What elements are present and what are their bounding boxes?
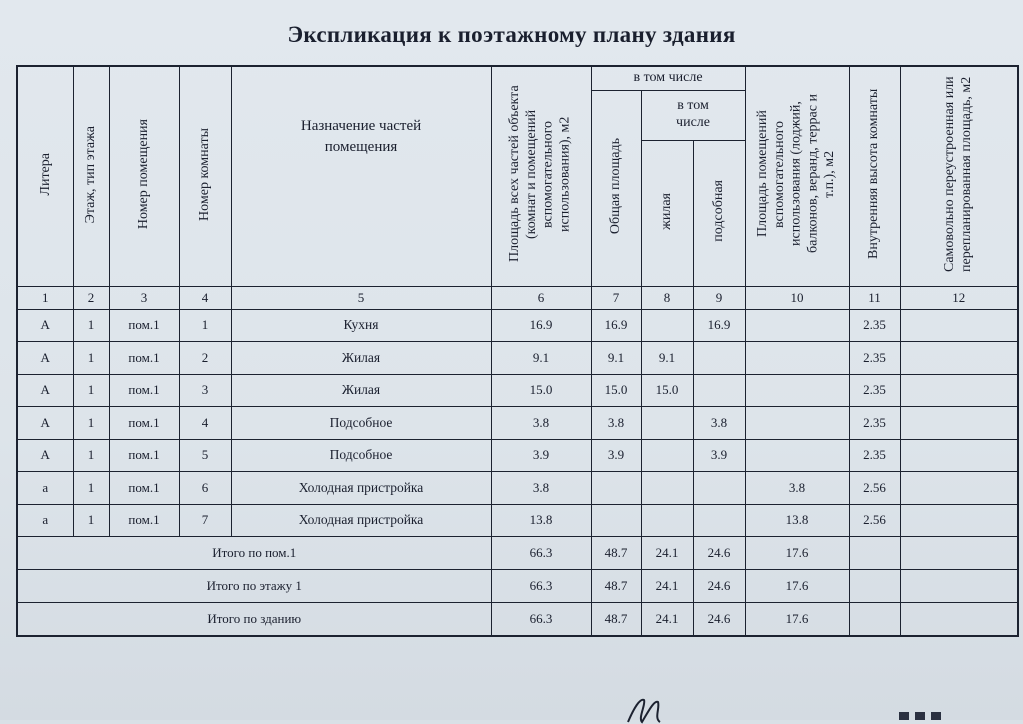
- total-row-premise: [17, 537, 1018, 570]
- cell-general: 3.9: [591, 439, 641, 472]
- cell-height: 2.56: [849, 504, 900, 537]
- cell-aux-area: [745, 407, 849, 440]
- cell-height: 2.35: [849, 407, 900, 440]
- cell-unauth: [900, 342, 1018, 375]
- cell-premise: пом.1: [109, 374, 179, 407]
- cell-room: 2: [179, 342, 231, 375]
- cell-purpose: Жилая: [231, 374, 491, 407]
- total-height: [849, 570, 900, 603]
- cell-premise: пом.1: [109, 407, 179, 440]
- cell-purpose: Кухня: [231, 309, 491, 342]
- cell-purpose: Жилая: [231, 342, 491, 375]
- cell-aux-area: [745, 309, 849, 342]
- col-number: 1: [17, 286, 73, 309]
- cell-aux: [693, 342, 745, 375]
- cell-room: 3: [179, 374, 231, 407]
- cell-unauth: [900, 472, 1018, 505]
- col-number: 5: [231, 286, 491, 309]
- cell-aux-area: 3.8: [745, 472, 849, 505]
- cell-purpose: Подсобное: [231, 439, 491, 472]
- header-room-number: Номер комнаты: [179, 66, 231, 286]
- cell-room: 4: [179, 407, 231, 440]
- cell-aux: 3.9: [693, 439, 745, 472]
- cell-total: 9.1: [491, 342, 591, 375]
- col-number: 9: [693, 286, 745, 309]
- cell-aux-area: [745, 439, 849, 472]
- table-row: [17, 374, 1018, 407]
- total-area: 66.3: [491, 537, 591, 570]
- cell-purpose: Холодная пристройка: [231, 472, 491, 505]
- total-unauth: [900, 570, 1018, 603]
- cell-living: [641, 439, 693, 472]
- cell-aux-area: [745, 342, 849, 375]
- cell-premise: пом.1: [109, 504, 179, 537]
- cell-aux-area: [745, 374, 849, 407]
- total-aux-area: 17.6: [745, 570, 849, 603]
- total-living: 24.1: [641, 570, 693, 603]
- total-aux: 24.6: [693, 603, 745, 637]
- cell-room: 7: [179, 504, 231, 537]
- header-purpose: Назначение частей помещения: [231, 66, 491, 286]
- cell-aux: [693, 472, 745, 505]
- cell-total: 15.0: [491, 374, 591, 407]
- total-general: 48.7: [591, 570, 641, 603]
- total-row-floor: [17, 570, 1018, 603]
- cell-total: 3.8: [491, 472, 591, 505]
- cell-premise: пом.1: [109, 309, 179, 342]
- cell-general: 3.8: [591, 407, 641, 440]
- col-number: 12: [900, 286, 1018, 309]
- col-number: 7: [591, 286, 641, 309]
- col-number: 4: [179, 286, 231, 309]
- cell-floor: 1: [73, 407, 109, 440]
- column-numbers-row: [17, 286, 1018, 309]
- stamp-fragment: [895, 706, 995, 720]
- cell-living: [641, 472, 693, 505]
- table-row: [17, 439, 1018, 472]
- cell-premise: пом.1: [109, 342, 179, 375]
- header-auxiliary: подсобная: [693, 140, 745, 286]
- cell-litera: А: [17, 374, 73, 407]
- cell-litera: а: [17, 504, 73, 537]
- cell-room: 1: [179, 309, 231, 342]
- header-area-total: Площадь всех частей объекта (комнат и помещений вспомогательного использования), м2: [491, 66, 591, 286]
- cell-height: 2.56: [849, 472, 900, 505]
- header-including-2: в том числе: [641, 90, 745, 140]
- col-number: 8: [641, 286, 693, 309]
- total-aux: 24.6: [693, 537, 745, 570]
- total-label: Итого по этажу 1: [17, 570, 491, 603]
- cell-aux: 16.9: [693, 309, 745, 342]
- cell-premise: пом.1: [109, 439, 179, 472]
- col-number: 6: [491, 286, 591, 309]
- table-row: [17, 407, 1018, 440]
- table-row: [17, 309, 1018, 342]
- header-aux-area: Площадь помещений вспомогательного использования (лоджий, балконов, веранд, террас и т.п.), м2: [745, 66, 849, 286]
- col-number: 3: [109, 286, 179, 309]
- cell-floor: 1: [73, 342, 109, 375]
- cell-living: [641, 309, 693, 342]
- cell-purpose: Холодная пристройка: [231, 504, 491, 537]
- cell-aux: 3.8: [693, 407, 745, 440]
- col-number: 10: [745, 286, 849, 309]
- total-unauth: [900, 537, 1018, 570]
- cell-floor: 1: [73, 439, 109, 472]
- cell-room: 5: [179, 439, 231, 472]
- total-label: Итого по пом.1: [17, 537, 491, 570]
- table-row: [17, 342, 1018, 375]
- col-number: 2: [73, 286, 109, 309]
- total-area: 66.3: [491, 570, 591, 603]
- cell-floor: 1: [73, 472, 109, 505]
- table-row: [17, 472, 1018, 505]
- header-height: Внутренняя высота комнаты: [849, 66, 900, 286]
- cell-floor: 1: [73, 504, 109, 537]
- col-number: 11: [849, 286, 900, 309]
- cell-litera: А: [17, 309, 73, 342]
- header-general-area: Общая площадь: [591, 90, 641, 286]
- cell-aux-area: 13.8: [745, 504, 849, 537]
- header-floor: Этаж, тип этажа: [73, 66, 109, 286]
- header-unauthorized: Самовольно переустроенная или перепланированная площадь, м2: [900, 66, 1018, 286]
- total-aux: 24.6: [693, 570, 745, 603]
- total-aux-area: 17.6: [745, 603, 849, 637]
- cell-floor: 1: [73, 374, 109, 407]
- cell-height: 2.35: [849, 374, 900, 407]
- cell-living: [641, 504, 693, 537]
- cell-general: 15.0: [591, 374, 641, 407]
- cell-floor: 1: [73, 309, 109, 342]
- total-living: 24.1: [641, 537, 693, 570]
- total-row-building: [17, 603, 1018, 637]
- cell-unauth: [900, 374, 1018, 407]
- cell-living: [641, 407, 693, 440]
- cell-unauth: [900, 439, 1018, 472]
- cell-general: [591, 504, 641, 537]
- cell-general: 16.9: [591, 309, 641, 342]
- header-including: в том числе: [591, 66, 745, 90]
- cell-litera: А: [17, 407, 73, 440]
- document-title: Экспликация к поэтажному плану здания: [287, 22, 736, 47]
- cell-height: 2.35: [849, 309, 900, 342]
- cell-living: 15.0: [641, 374, 693, 407]
- header-living: жилая: [641, 140, 693, 286]
- cell-general: 9.1: [591, 342, 641, 375]
- cell-general: [591, 472, 641, 505]
- cell-height: 2.35: [849, 439, 900, 472]
- explication-table: [16, 65, 1019, 637]
- cell-total: 13.8: [491, 504, 591, 537]
- cell-total: 3.9: [491, 439, 591, 472]
- cell-purpose: Подсобное: [231, 407, 491, 440]
- total-general: 48.7: [591, 537, 641, 570]
- total-general: 48.7: [591, 603, 641, 637]
- cell-litera: А: [17, 342, 73, 375]
- total-height: [849, 603, 900, 637]
- cell-unauth: [900, 309, 1018, 342]
- total-living: 24.1: [641, 603, 693, 637]
- total-height: [849, 537, 900, 570]
- cell-total: 3.8: [491, 407, 591, 440]
- cell-premise: пом.1: [109, 472, 179, 505]
- cell-unauth: [900, 504, 1018, 537]
- cell-living: 9.1: [641, 342, 693, 375]
- total-unauth: [900, 603, 1018, 637]
- total-area: 66.3: [491, 603, 591, 637]
- total-label: Итого по зданию: [17, 603, 491, 637]
- table-row: [17, 504, 1018, 537]
- cell-aux: [693, 374, 745, 407]
- cell-aux: [693, 504, 745, 537]
- cell-total: 16.9: [491, 309, 591, 342]
- cell-unauth: [900, 407, 1018, 440]
- total-aux-area: 17.6: [745, 537, 849, 570]
- header-premise-number: Номер помещения: [109, 66, 179, 286]
- cell-room: 6: [179, 472, 231, 505]
- cell-litera: а: [17, 472, 73, 505]
- header-litera: Литера: [17, 66, 73, 286]
- cell-litera: А: [17, 439, 73, 472]
- cell-height: 2.35: [849, 342, 900, 375]
